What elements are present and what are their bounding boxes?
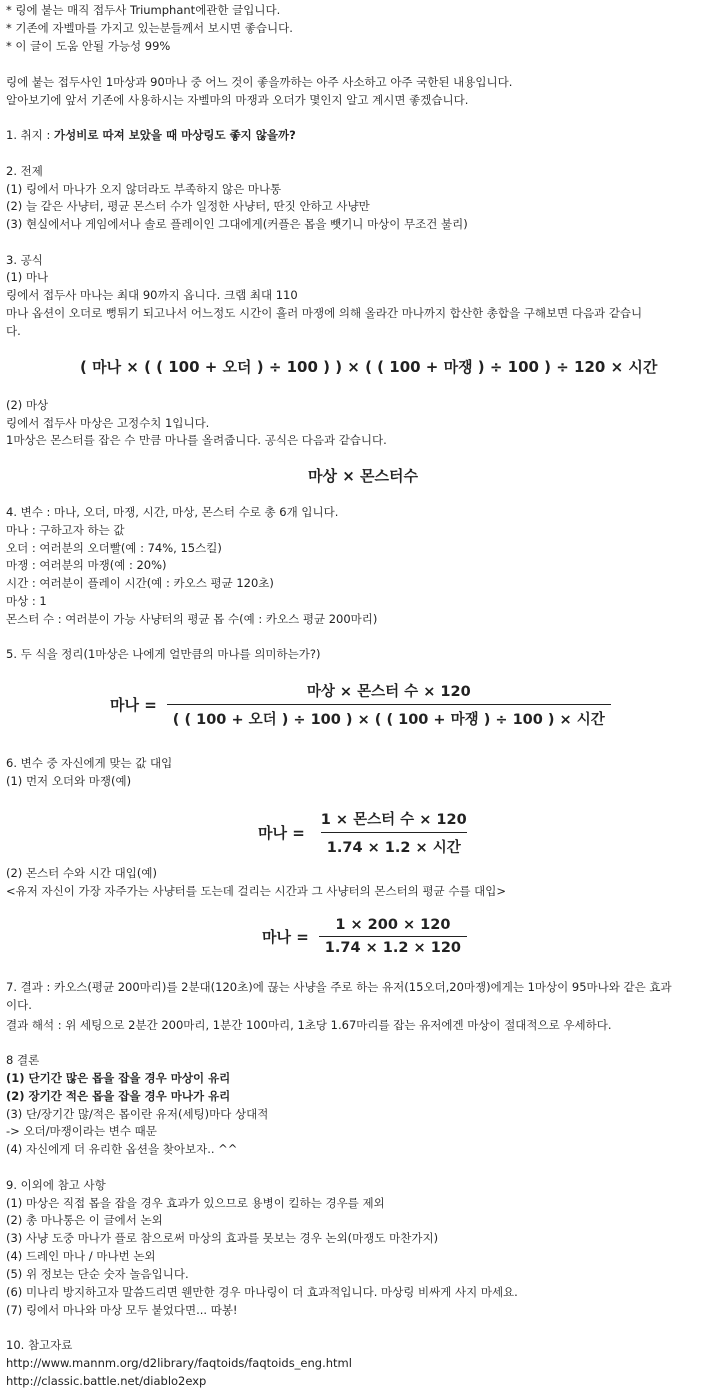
variable-line: 4. 변수 : 마나, 오더, 마쟁, 시간, 마상, 몬스터 수로 총 6개 입니다. <box>6 505 339 519</box>
note-item: (3) 사냥 도중 마나가 플로 참으로써 마상의 효과를 못보는 경우 논외(마쟁도 마찬가지) <box>6 1231 439 1245</box>
fraction-numerator: 1 × 200 × 120 <box>335 917 451 933</box>
variable-line: 몬스터 수 : 여러분이 가능 사냥터의 평균 몹 수(예 : 카오스 평균 200마리) <box>6 612 378 626</box>
fraction-denominator: 1.74 × 1.2 × 120 <box>319 936 467 956</box>
section-1-prefix: 1. 취지 : <box>6 128 55 142</box>
fraction-numerator: 1 × 몬스터 수 × 120 <box>320 812 467 828</box>
section-5-title: 5. 두 식을 정리(1마상은 나에게 얼만큼의 마나를 의미하는가?) <box>6 647 321 661</box>
section-3-title: 3. 공식 <box>6 253 43 267</box>
combined-formula <box>110 680 611 729</box>
note-item: (6) 미나리 방지하고자 말씀드리면 웬만한 경우 마나링이 더 효과적입니다. 마상링 비싸게 사지 마세요. <box>6 1285 518 1299</box>
conclusion-bold: (2) 장기간 적은 몹을 잡을 경우 마나가 유리 <box>6 1089 231 1103</box>
section-3-line: 마나 옵션이 오더로 뻥튀기 되고나서 어느정도 시간이 흘러 마쟁에 의해 올라간 마나까지 합산한 총합을 구해보면 다음과 같습니 <box>6 306 643 320</box>
note-item: (7) 링에서 마나와 마상 모두 붙었다면... 따봉! <box>6 1303 238 1317</box>
formula-lhs: 마나 = <box>110 696 157 714</box>
note-item: (5) 위 정보는 단순 숫자 놀음입니다. <box>6 1267 189 1281</box>
formula-lhs: 마나 = <box>262 928 309 946</box>
fraction-numerator: 마상 × 몬스터 수 × 120 <box>306 684 471 700</box>
formula-lhs: 마나 = <box>258 824 305 842</box>
premise-item: (2) 늘 같은 사냥터, 평균 몬스터 수가 일정한 사냥터, 딴짓 안하고 사냥만 <box>6 199 370 213</box>
mana-formula: ( 마나 × ( ( 100 + 오더 ) ÷ 100 ) ) × ( ( 100 + 마쟁 ) ÷ 100 ) ÷ 120 × 시간 <box>80 358 658 376</box>
conclusion-item: (3) 단/장기간 많/적은 몹이란 유저(세팅)마다 상대적 <box>6 1107 269 1121</box>
section-3-line: 링에서 접두사 마상은 고정수치 1입니다. <box>6 416 210 430</box>
conclusion-bold: (1) 단기간 많은 몹을 잡을 경우 마상이 유리 <box>6 1071 231 1085</box>
section-1 <box>6 127 296 143</box>
note-item: (4) 드레인 마나 / 마나번 논외 <box>6 1249 156 1263</box>
result-line: 7. 결과 : 카오스(평균 200마리)를 2분대(120초)에 끊는 사냥을 주로 하는 유저(15오더,20마쟁)에게는 1마상이 95마나와 같은 효과 <box>6 980 672 994</box>
mastery-formula: 마상 × 몬스터수 <box>308 467 418 485</box>
fraction <box>167 680 611 729</box>
premise-item: (3) 현실에서나 게임에서나 솔로 플레이인 그대에게(커플은 몹을 뺏기니 마상이 무조건 불리) <box>6 217 468 231</box>
section-9-title: 9. 이외에 참고 사항 <box>6 1178 106 1192</box>
note-item: (2) 총 마나통은 이 글에서 논외 <box>6 1213 163 1227</box>
section-6-title: 6. 변수 중 자신에게 맞는 값 대입 <box>6 756 173 770</box>
variable-line: 시간 : 여러분이 플레이 시간(예 : 카오스 평균 120초) <box>6 576 274 590</box>
fraction <box>319 917 467 956</box>
result-line: 이다. <box>6 998 32 1012</box>
section-10-title: 10. 참고자료 <box>6 1338 73 1352</box>
fraction-denominator: 1.74 × 1.2 × 시간 <box>321 832 467 857</box>
variable-line: 오더 : 여러분의 오더빨(예 : 74%, 15스킬) <box>6 541 222 555</box>
substituted-formula-1 <box>258 808 473 857</box>
reference-link[interactable]: http://classic.battle.net/diablo2exp <box>6 1374 207 1388</box>
section-1-purpose: 가성비로 따져 보았을 때 마상링도 좋지 않을까? <box>54 128 296 142</box>
intro-line: * 기존에 자벨마를 가지고 있는분들께서 보시면 좋습니다. <box>6 21 293 35</box>
section-6-subtitle: (1) 먼저 오더와 마쟁(예) <box>6 774 132 788</box>
section-3-line: 링에서 접두사 마나는 최대 90까지 옵니다. 크랩 최대 110 <box>6 288 298 302</box>
section-2-title: 2. 전제 <box>6 164 43 178</box>
premise-item: (1) 링에서 마나가 오지 않더라도 부족하지 않은 마나통 <box>6 182 282 196</box>
fraction <box>315 808 473 857</box>
conclusion-item: (4) 자신에게 더 유리한 옵션을 찾아보자.. ^^ <box>6 1142 238 1156</box>
preface-line: 링에 붙는 접두사인 1마상과 90마나 중 어느 것이 좋을까하는 아주 사소하고 아주 국한된 내용입니다. <box>6 75 513 89</box>
fraction-denominator: ( ( 100 + 오더 ) ÷ 100 ) × ( ( 100 + 마쟁 ) ÷ 100 ) × 시간 <box>167 704 611 729</box>
section-3-line: 1마상은 몬스터를 잡은 수 만큼 마나를 올려줍니다. 공식은 다음과 같습니다. <box>6 433 387 447</box>
conclusion-item: -> 오더/마쟁이라는 변수 때문 <box>6 1124 157 1138</box>
result-interpretation: 결과 해석 : 위 세팅으로 2분간 200마리, 1분간 100마리, 1초당 1.67마리를 잡는 유저에겐 마상이 절대적으로 우세하다. <box>6 1018 612 1032</box>
substituted-formula-2 <box>262 917 467 956</box>
intro-line: * 링에 붙는 매직 접두사 Triumphant에관한 글입니다. <box>6 3 281 17</box>
section-6-subtitle: (2) 몬스터 수와 시간 대입(예) <box>6 866 157 880</box>
reference-link[interactable]: http://www.mannm.org/d2library/faqtoids/faqtoids_eng.html <box>6 1356 352 1370</box>
variable-line: 마쟁 : 여러분의 마쟁(예 : 20%) <box>6 558 167 572</box>
variable-line: 마나 : 구하고자 하는 값 <box>6 523 125 537</box>
section-3-line: 다. <box>6 324 21 338</box>
section-6-note: <유저 자신이 가장 자주가는 사냥터를 도는데 걸리는 시간과 그 사냥터의 몬스터의 평균 수를 대입> <box>6 884 507 898</box>
section-8-title: 8 결론 <box>6 1053 40 1067</box>
intro-line: * 이 글이 도움 안될 가능성 99% <box>6 39 171 53</box>
formula-subtitle-mana: (1) 마나 <box>6 270 49 284</box>
formula-subtitle-mastery: (2) 마상 <box>6 398 49 412</box>
preface-line: 알아보기에 앞서 기존에 사용하시는 자벨마의 마쟁과 오더가 몇인지 알고 계시면 좋겠습니다. <box>6 93 469 107</box>
note-item: (1) 마상은 직접 몹을 잡을 경우 효과가 있으므로 용병이 킬하는 경우를 제외 <box>6 1196 385 1210</box>
variable-line: 마상 : 1 <box>6 594 47 608</box>
